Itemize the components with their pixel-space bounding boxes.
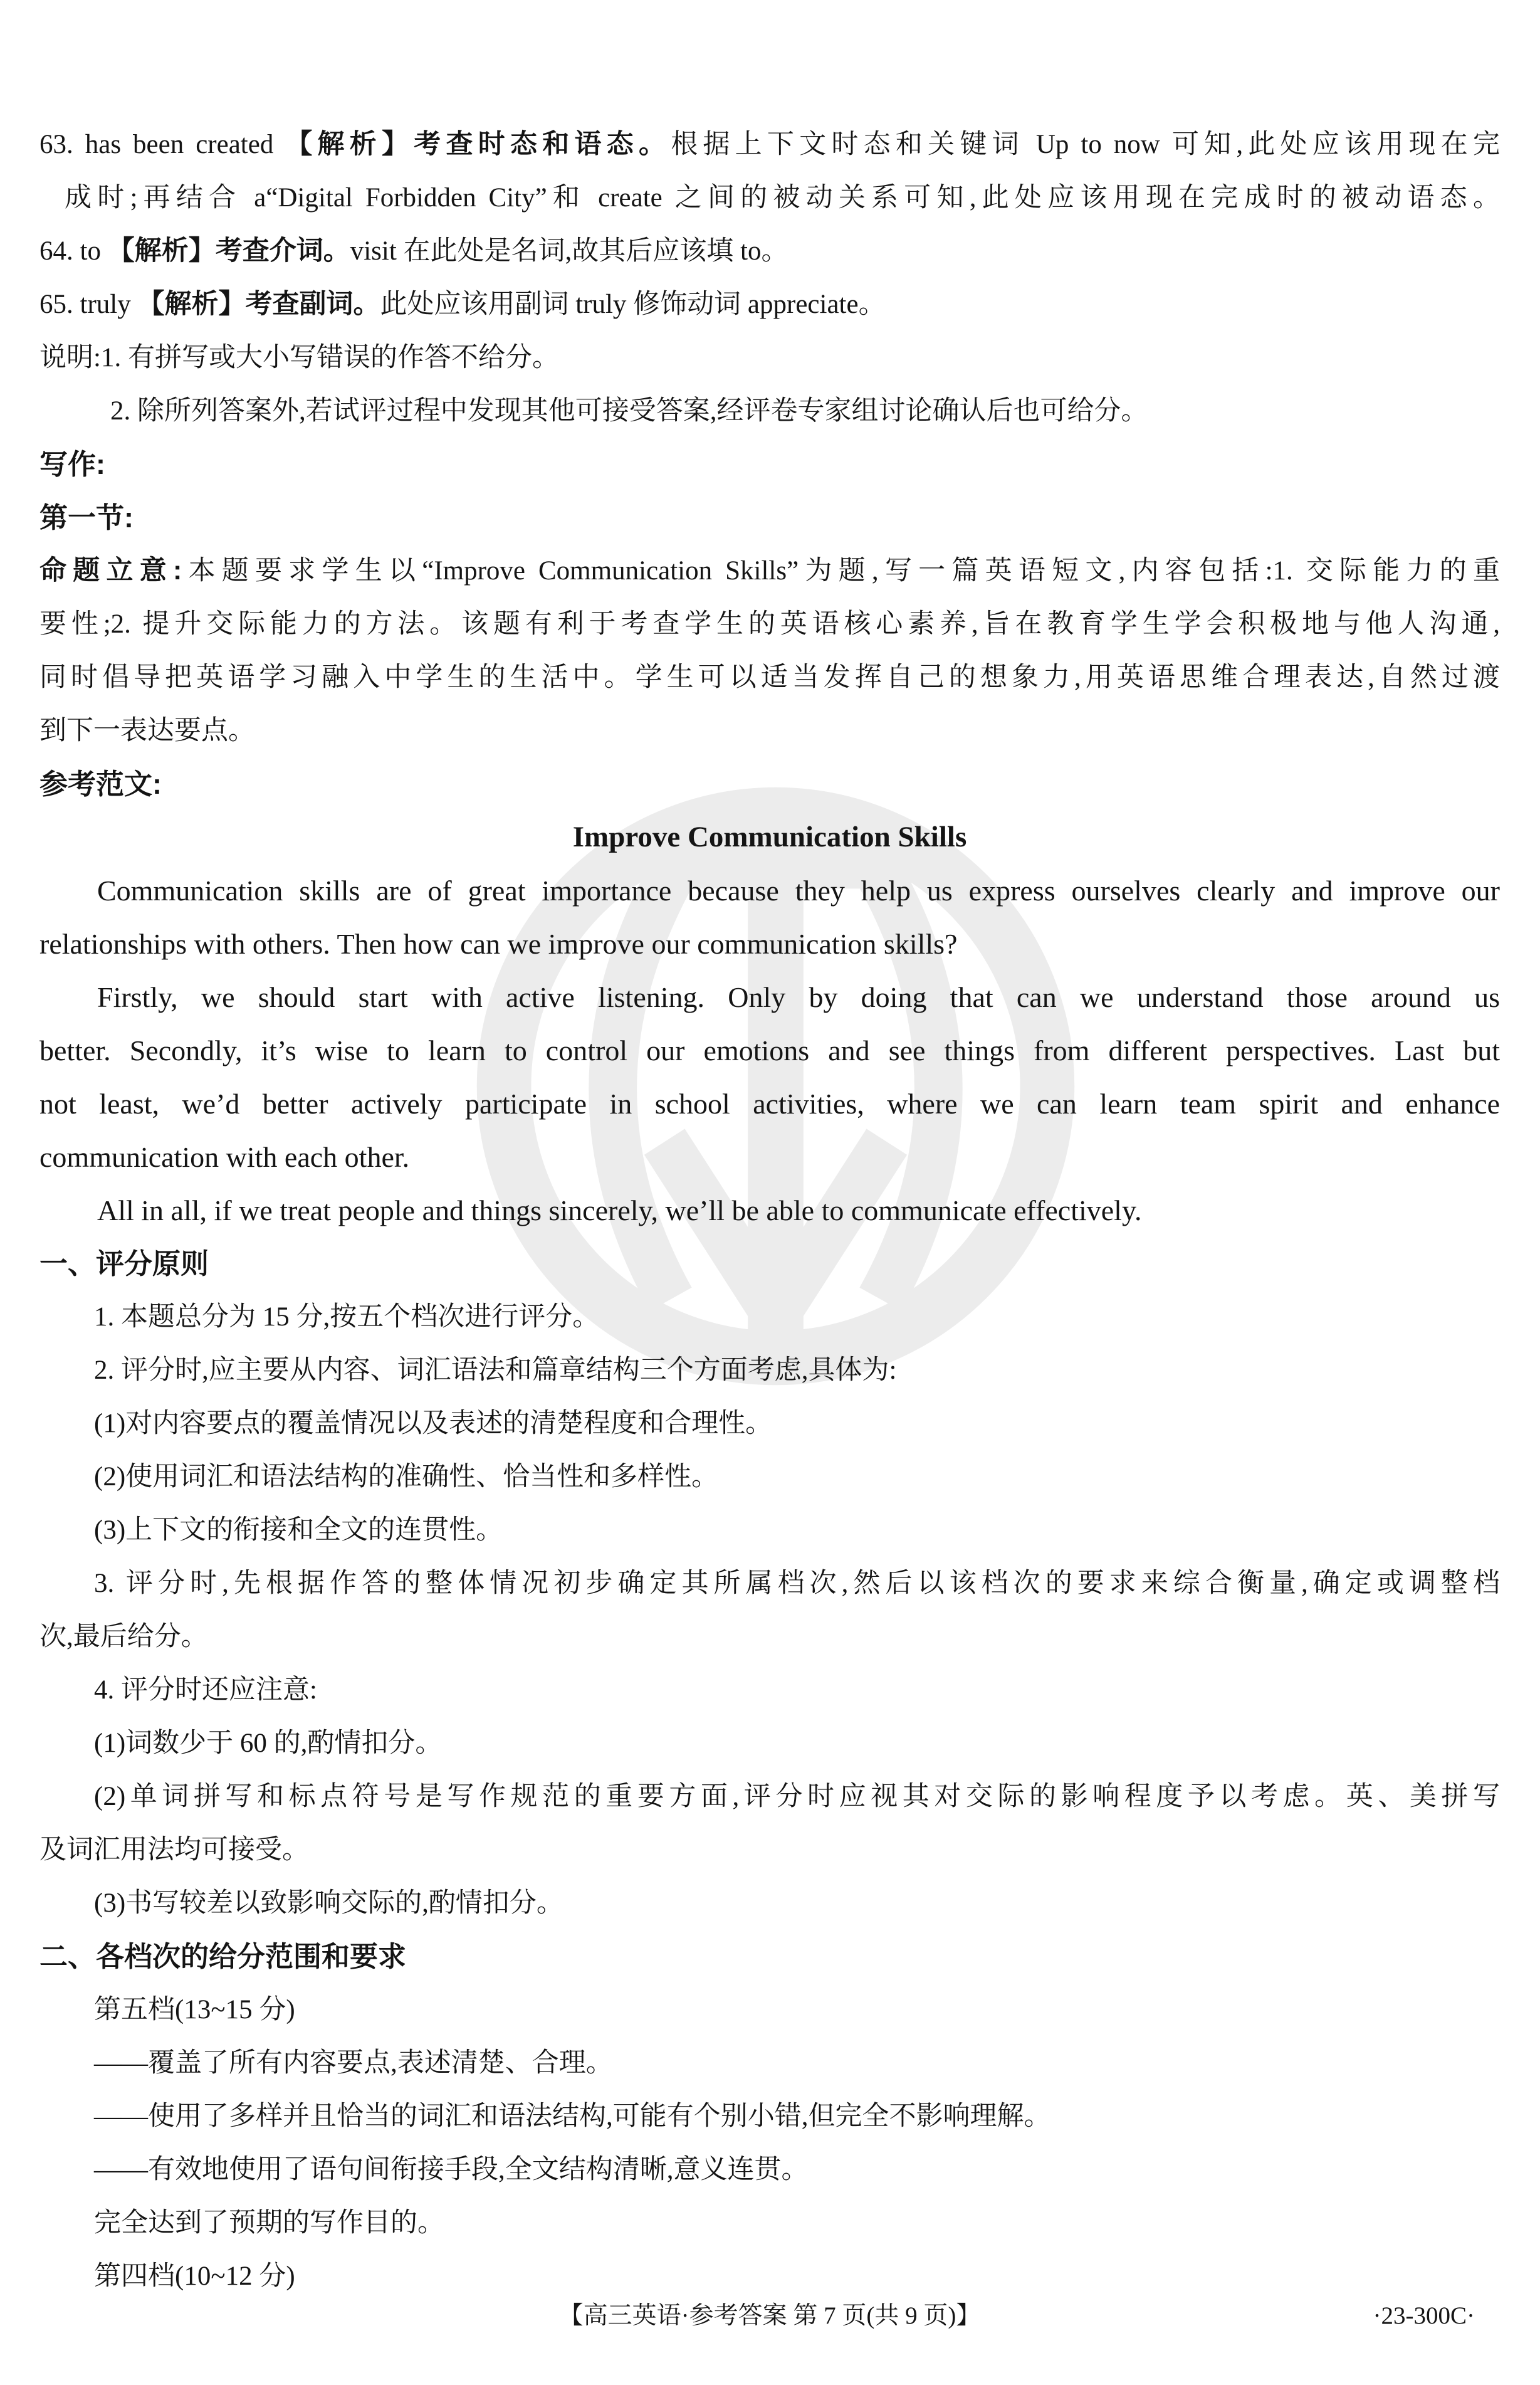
text-segment: (3)上下文的衔接和全文的连贯性。 — [94, 1515, 503, 1545]
text-line — [39, 438, 1500, 491]
text-segment: not least, we’d better actively participate in school activities, where we can learn team spirit and enhance — [39, 1088, 1500, 1120]
text-line — [39, 1184, 1500, 1237]
text-line — [39, 118, 1500, 171]
text-line — [39, 278, 1500, 331]
text-line — [39, 1024, 1500, 1077]
text-segment: 二、各档次的给分范围和要求 — [39, 1940, 407, 1972]
text-line — [39, 491, 1500, 544]
text-line — [39, 2196, 1500, 2250]
text-segment: 65. truly — [39, 290, 138, 319]
content — [39, 118, 1500, 2303]
text-segment: 【解析】考查副词。 — [137, 289, 380, 319]
text-line — [39, 1877, 1500, 1930]
text-segment: 63. has been created — [39, 130, 286, 159]
text-segment: 本题要求学生以“Improve Communication Skills”为题,写一篇英语短文,内容包括:1. 交际能力的重 — [182, 556, 1500, 586]
text-segment: 【解析】考查介词。 — [107, 236, 350, 266]
text-segment: 一、评分原则 — [39, 1248, 209, 1280]
text-line — [39, 224, 1500, 278]
text-segment: 1. 本题总分为 15 分,按五个档次进行评分。 — [94, 1302, 600, 1332]
text-line — [39, 1663, 1500, 1717]
text-line — [39, 1290, 1500, 1344]
text-segment: All in all, if we treat people and things sincerely, we’ll be able to communicate effectively. — [97, 1194, 1142, 1226]
text-line — [39, 171, 1500, 224]
text-line — [39, 704, 1500, 757]
text-segment: Improve Communication Skills — [572, 821, 967, 853]
text-line — [39, 2250, 1500, 2303]
text-segment: Communication skills are of great importance because they help us express ourselves clearly and improve our — [97, 875, 1500, 907]
text-line — [39, 2143, 1500, 2196]
text-line — [39, 384, 1500, 438]
text-segment: 及词汇用法均可接受。 — [39, 1835, 309, 1865]
text-line — [39, 1770, 1500, 1823]
text-line — [39, 1983, 1500, 2036]
text-segment: 说明:1. 有拼写或大小写错误的作答不给分。 — [39, 343, 559, 372]
text-segment: 写作: — [39, 448, 105, 480]
text-segment: visit 在此处是名词,故其后应该填 to。 — [350, 236, 788, 266]
text-segment: 完全达到了预期的写作目的。 — [94, 2208, 444, 2238]
text-line — [39, 1610, 1500, 1663]
text-line — [39, 1717, 1500, 1770]
text-line — [39, 1077, 1500, 1130]
text-line — [39, 2036, 1500, 2090]
text-segment: 到下一表达要点。 — [39, 716, 255, 745]
text-line — [39, 1450, 1500, 1503]
text-line — [39, 544, 1500, 598]
text-line — [39, 1557, 1500, 1610]
text-segment: 此处应该用副词 truly 修饰动词 appreciate。 — [380, 290, 886, 319]
text-line — [39, 1823, 1500, 1877]
text-segment: 第一节: — [39, 502, 134, 534]
text-line — [39, 1130, 1500, 1184]
text-line — [39, 1237, 1500, 1290]
text-segment: (3)书写较差以致影响交际的,酌情扣分。 — [94, 1888, 563, 1918]
text-segment: 次,最后给分。 — [39, 1622, 208, 1651]
text-segment: (2)单词拼写和标点符号是写作规范的重要方面,评分时应视其对交际的影响程度予以考虑。英、美拼写 — [94, 1782, 1500, 1811]
text-line — [39, 917, 1500, 971]
text-segment: 第五档(13~15 分) — [94, 1995, 295, 2024]
text-segment: better. Secondly, it’s wise to learn to control our emotions and see things from different perspectives. Last but — [39, 1035, 1500, 1066]
text-segment: relationships with others. Then how can we improve our communication skills? — [39, 928, 958, 960]
text-line — [39, 651, 1500, 704]
text-segment: 根据上下文时态和关键词 Up to now 可知,此处应该用现在完 — [671, 130, 1500, 159]
text-line — [39, 811, 1500, 864]
text-line — [39, 598, 1500, 651]
text-line — [39, 757, 1500, 811]
text-line — [39, 864, 1500, 917]
text-segment: ——使用了多样并且恰当的词汇和语法结构,可能有个别小错,但完全不影响理解。 — [94, 2102, 1051, 2131]
text-segment: ——覆盖了所有内容要点,表述清楚、合理。 — [94, 2048, 613, 2078]
text-segment: 64. to — [39, 236, 108, 266]
text-segment: 2. 除所列答案外,若试评过程中发现其他可接受答案,经评卷专家组讨论确认后也可给分。 — [110, 396, 1148, 426]
text-segment: Firstly, we should start with active listening. Only by doing that can we understand those around us — [97, 981, 1500, 1013]
text-line — [39, 2090, 1500, 2143]
text-line — [39, 1930, 1500, 1983]
text-segment: 命题立意: — [39, 555, 182, 586]
text-segment: 2. 评分时,应主要从内容、词汇语法和篇章结构三个方面考虑,具体为: — [94, 1356, 897, 1385]
text-segment: 成时;再结合 a“Digital Forbidden City”和 create 之间的被动关系可知,此处应该用现在完成时的被动语态。 — [65, 183, 1500, 213]
text-segment: 要性;2. 提升交际能力的方法。该题有利于考查学生的英语核心素养,旨在教育学生学会积极地与他人沟通, — [39, 609, 1500, 639]
text-segment: (1)对内容要点的覆盖情况以及表述的清楚程度和合理性。 — [94, 1409, 773, 1438]
text-line — [39, 1397, 1500, 1450]
text-segment: communication with each other. — [39, 1141, 410, 1173]
text-segment: 4. 评分时还应注意: — [94, 1675, 317, 1705]
text-segment: 【解析】考查时态和语态。 — [285, 129, 671, 159]
footer — [39, 2297, 1500, 2335]
text-line — [39, 1503, 1500, 1557]
text-segment: 3. 评分时,先根据作答的整体情况初步确定其所属档次,然后以该档次的要求来综合衡量,确定或调整档 — [94, 1569, 1500, 1598]
text-segment: (2)使用词汇和语法结构的准确性、恰当性和多样性。 — [94, 1462, 719, 1492]
text-segment: 参考范文: — [39, 768, 162, 800]
text-line — [39, 1344, 1500, 1397]
text-segment: 同时倡导把英语学习融入中学生的生活中。学生可以适当发挥自己的想象力,用英语思维合理表达,自然过渡 — [39, 663, 1500, 692]
footer-exam-code: ·23-300C· — [1373, 2302, 1475, 2329]
text-segment: (1)词数少于 60 的,酌情扣分。 — [94, 1729, 443, 1758]
footer-page-label: 【高三英语·参考答案 第 7 页(共 9 页)】 — [558, 2302, 981, 2329]
text-segment: 第四档(10~12 分) — [94, 2261, 295, 2291]
text-segment: ——有效地使用了语句间衔接手段,全文结构清晰,意义连贯。 — [94, 2155, 809, 2184]
text-line — [39, 971, 1500, 1024]
text-line — [39, 331, 1500, 384]
